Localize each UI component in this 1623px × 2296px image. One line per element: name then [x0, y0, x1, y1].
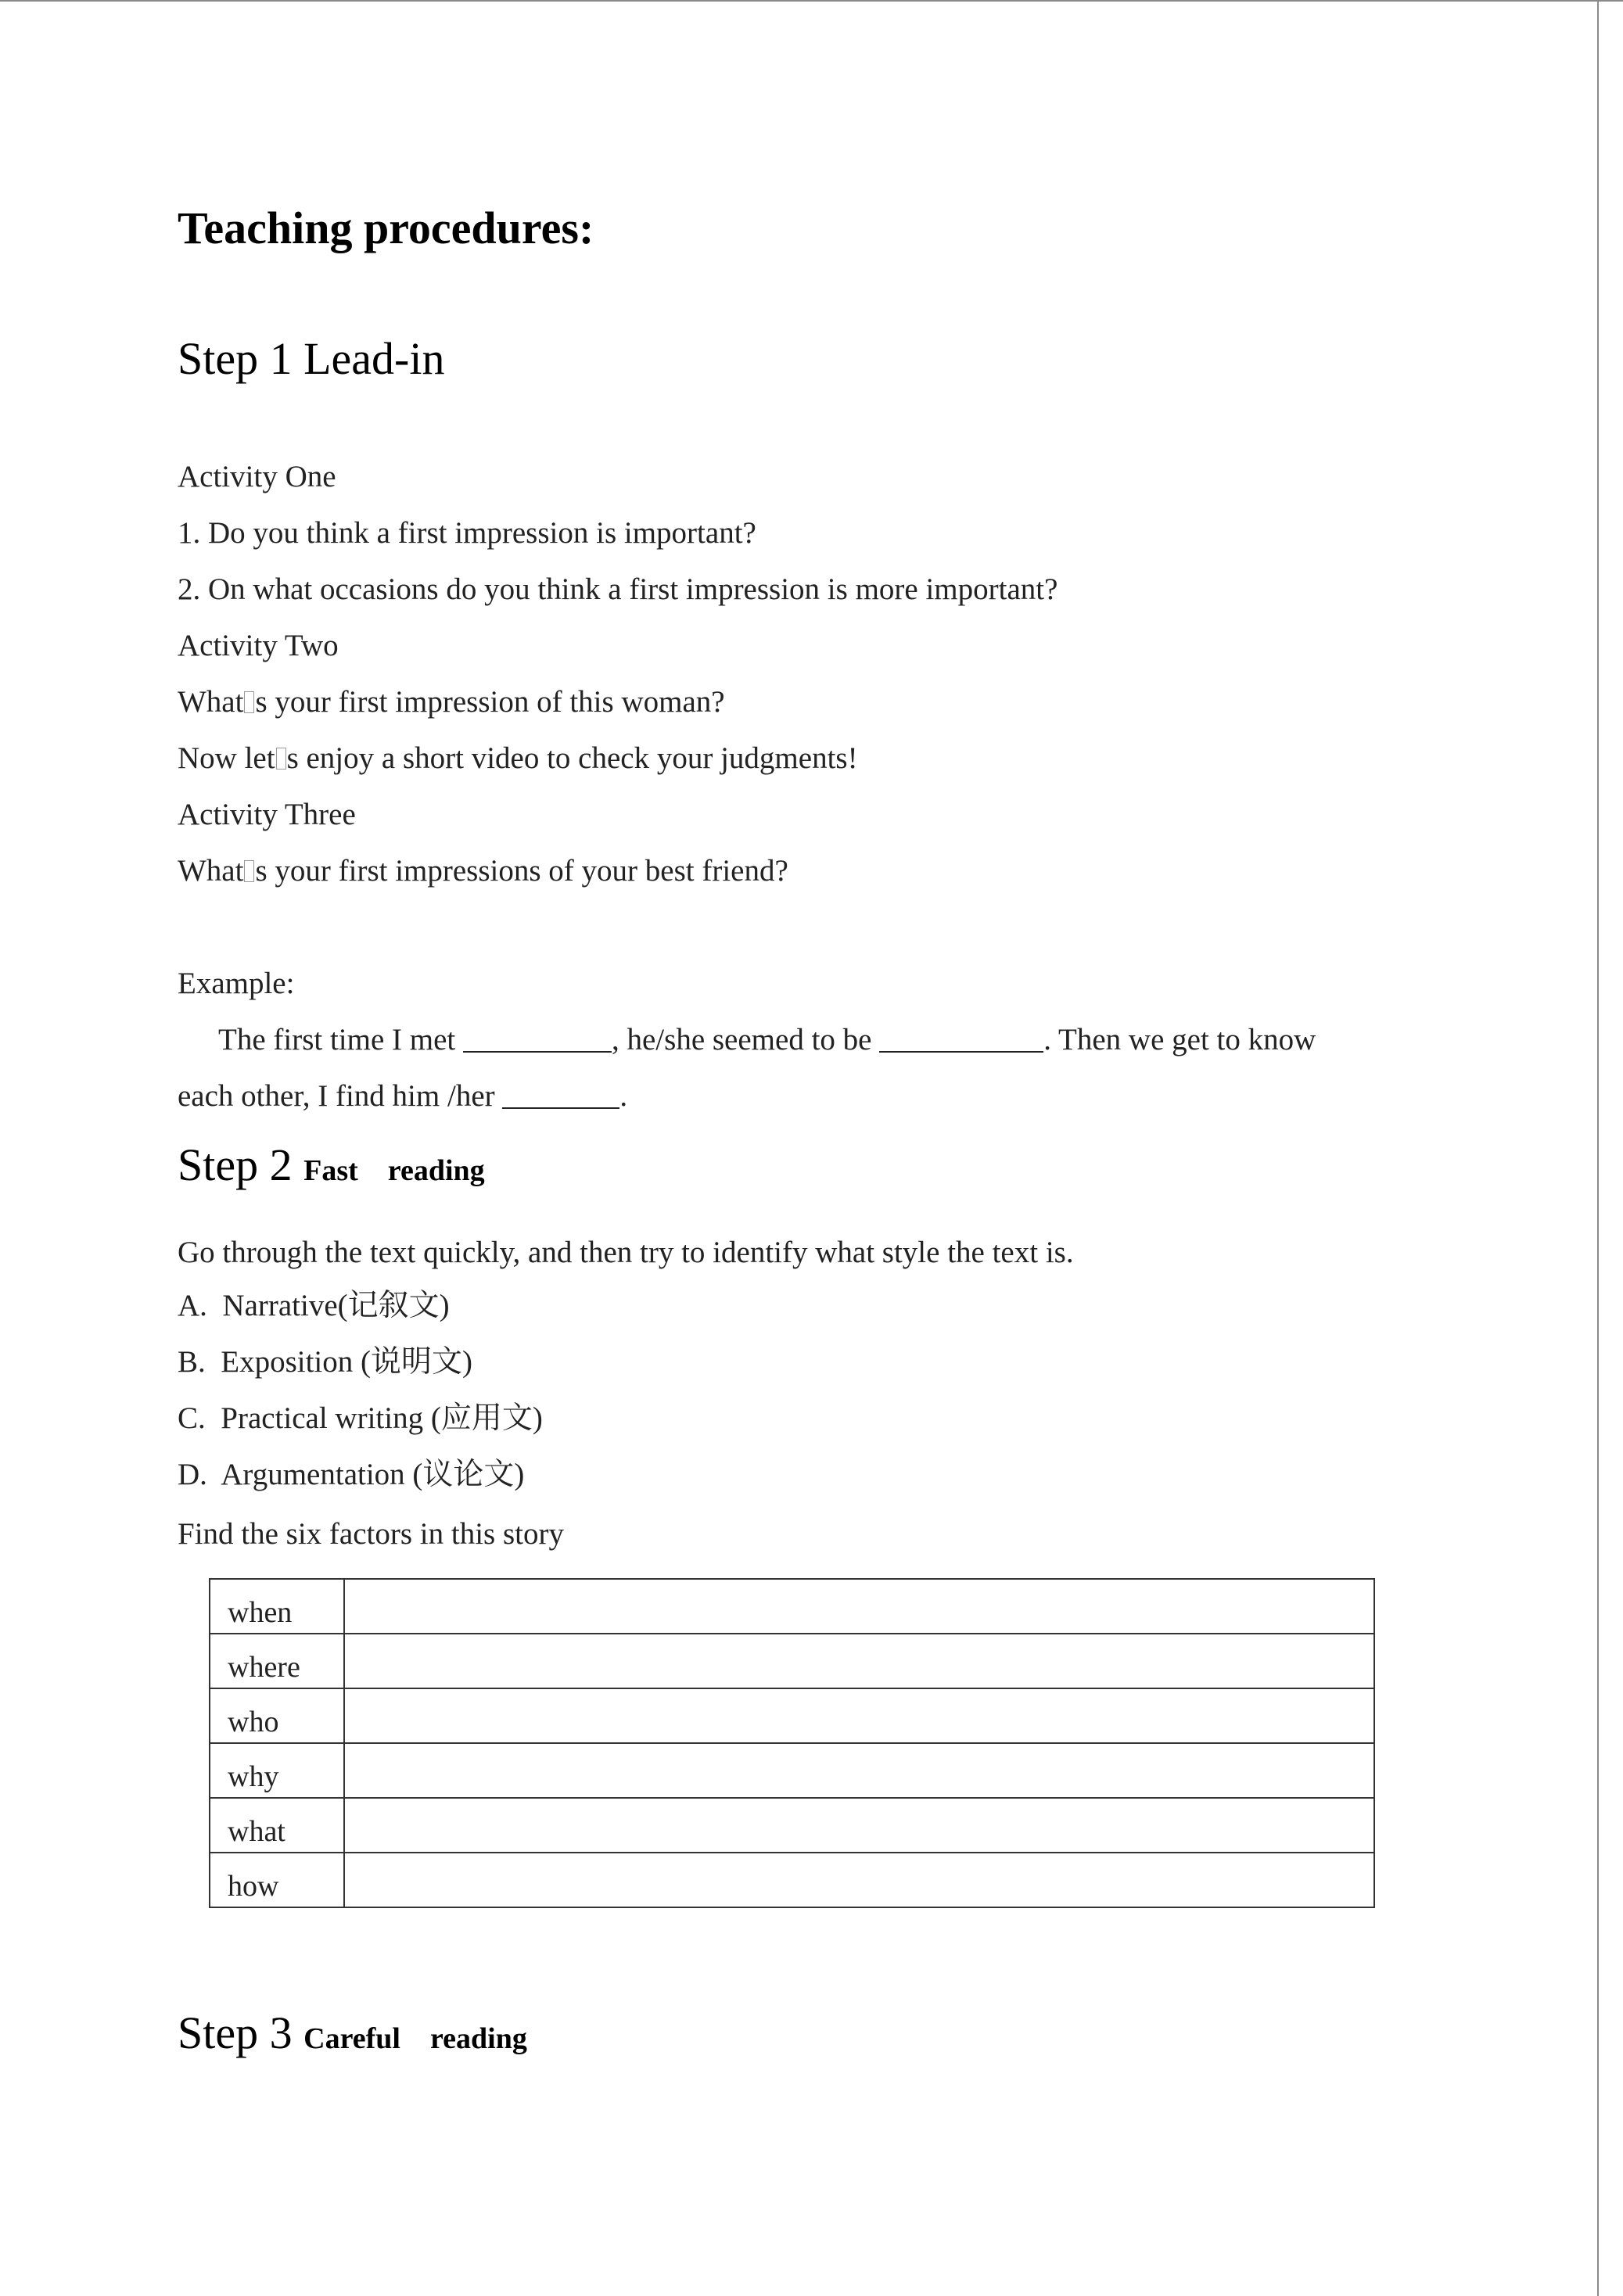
example-text-d: each other, I find him /her [178, 1079, 495, 1113]
step3-heading-main: Step 3 [178, 2007, 293, 2058]
question-2: 2. On what occasions do you think a first impression is more important? [178, 572, 1058, 606]
example-line-2 [178, 1078, 627, 1115]
example-text-e: . [619, 1079, 628, 1113]
table-row [210, 1798, 1374, 1853]
factor-label-what: what [210, 1798, 344, 1853]
step3-heading-sub: Careful reading [303, 2022, 527, 2055]
blank-seemed [879, 1024, 1043, 1053]
activity-two-question [178, 683, 725, 721]
missing-glyph-box [244, 860, 254, 882]
option-a: A. Narrative(记叙文) [178, 1289, 450, 1322]
step2-heading-main: Step 2 [178, 1139, 293, 1190]
missing-glyph-box [244, 691, 254, 713]
activity-two-label: Activity Two [178, 629, 339, 662]
factor-answer-cell[interactable] [344, 1743, 1374, 1798]
step2-heading-sub: Fast reading [303, 1154, 485, 1187]
video-prompt-a: Now let [178, 741, 275, 775]
video-prompt-b: s enjoy a short video to check your judgments! [286, 741, 858, 775]
activity-three-question-b: s your first impressions of your best friend? [255, 854, 788, 888]
table-row [210, 1579, 1374, 1634]
factor-label-where: where [210, 1634, 344, 1688]
video-prompt [178, 740, 858, 777]
page-border-right [1597, 0, 1599, 2296]
example-label: Example: [178, 967, 295, 1000]
table-row [210, 1688, 1374, 1743]
step3-heading [178, 2007, 527, 2059]
activity-two-question-a: What [178, 685, 244, 719]
activity-three-label: Activity Three [178, 798, 356, 831]
factor-label-who: who [210, 1688, 344, 1743]
blank-name [463, 1024, 612, 1053]
example-text-a: The first time I met [218, 1023, 456, 1057]
example-text-b: , he/she seemed to be [612, 1023, 872, 1057]
option-c: C. Practical writing (应用文) [178, 1401, 543, 1435]
step2-instruction: Go through the text quickly, and then try to identify what style the text is. [178, 1236, 1074, 1269]
factor-label-why: why [210, 1743, 344, 1798]
page-title: Teaching procedures: [178, 203, 594, 253]
table-row [210, 1634, 1374, 1688]
step1-heading: Step 1 Lead-in [178, 333, 445, 384]
factors-prompt: Find the six factors in this story [178, 1517, 564, 1551]
factors-table [209, 1578, 1375, 1908]
activity-one-label: Activity One [178, 460, 336, 493]
question-1: 1. Do you think a first impression is important? [178, 516, 756, 550]
activity-three-question-a: What [178, 854, 244, 888]
page-border-top [0, 0, 1623, 2]
step2-heading [178, 1139, 485, 1191]
table-row [210, 1743, 1374, 1798]
factor-answer-cell[interactable] [344, 1798, 1374, 1853]
blank-find [502, 1081, 619, 1109]
option-b: B. Exposition (说明文) [178, 1345, 472, 1379]
table-row [210, 1853, 1374, 1907]
factor-label-when: when [210, 1579, 344, 1634]
activity-two-question-b: s your first impression of this woman? [255, 685, 725, 719]
factor-answer-cell[interactable] [344, 1634, 1374, 1688]
factor-answer-cell[interactable] [344, 1853, 1374, 1907]
factor-label-how: how [210, 1853, 344, 1907]
missing-glyph-box [276, 748, 286, 770]
example-text-c: . Then we get to know [1043, 1023, 1316, 1057]
example-line-1 [218, 1021, 1316, 1059]
activity-three-question [178, 852, 788, 890]
option-d: D. Argumentation (议论文) [178, 1458, 525, 1491]
factor-answer-cell[interactable] [344, 1688, 1374, 1743]
factor-answer-cell[interactable] [344, 1579, 1374, 1634]
